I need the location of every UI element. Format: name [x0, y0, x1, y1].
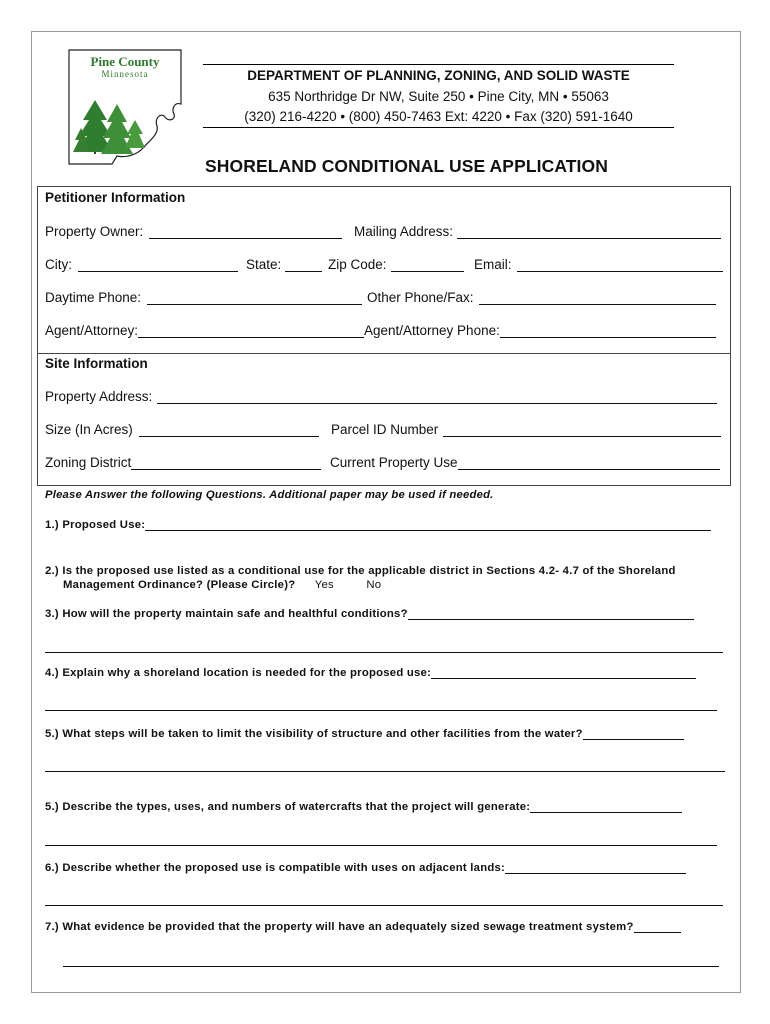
pine-trees-icon [73, 100, 145, 154]
zip-label: Zip Code: [328, 257, 387, 272]
size-label: Size (In Acres) [45, 422, 133, 437]
logo-line2: Minnesota [101, 69, 149, 79]
question-2-text-line1: 2.) Is the proposed use listed as a conditional use for the applicable district in Sections 4.2- 4.7 of the Shoreland [45, 565, 676, 577]
agent-phone-label: Agent/Attorney Phone: [364, 323, 500, 338]
property-address-input[interactable] [157, 391, 717, 404]
daytime-phone-label: Daytime Phone: [45, 290, 142, 305]
city-input[interactable] [78, 259, 238, 272]
question-4-answer-line[interactable] [45, 710, 717, 711]
email-label: Email: [474, 257, 512, 272]
question-3-answer-line[interactable] [45, 652, 723, 653]
question-6 [45, 862, 686, 874]
property-owner-field[interactable] [45, 224, 342, 239]
question-5a-text: 5.) What steps will be taken to limit the visibility of structure and other facilities from the water? [45, 728, 583, 740]
question-2 [45, 564, 735, 592]
agent-field[interactable] [45, 323, 364, 338]
question-2-text-line2: Management Ordinance? (Please Circle)? [63, 579, 296, 591]
daytime-phone-field[interactable] [45, 290, 362, 305]
agent-label: Agent/Attorney: [45, 323, 139, 338]
other-phone-label: Other Phone/Fax: [367, 290, 474, 305]
zoning-input[interactable] [131, 457, 321, 470]
daytime-phone-input[interactable] [147, 292, 362, 305]
parcel-label: Parcel ID Number [331, 422, 439, 437]
question-5b-text: 5.) Describe the types, uses, and numbers of watercrafts that the project will generate: [45, 801, 531, 813]
zoning-field[interactable] [45, 455, 321, 470]
state-input[interactable] [285, 259, 322, 272]
question-2-yes-option[interactable]: Yes [314, 579, 334, 591]
department-phones: (320) 216-4220 • (800) 450-7463 Ext: 4220 • Fax (320) 591-1640 [244, 109, 633, 124]
question-7 [45, 921, 681, 933]
question-5a [45, 728, 684, 740]
property-address-field[interactable] [45, 389, 717, 404]
size-input[interactable] [139, 424, 319, 437]
current-use-label: Current Property Use [330, 455, 458, 470]
question-5b-answer-line[interactable] [45, 845, 717, 846]
property-address-label: Property Address: [45, 389, 153, 404]
question-4 [45, 667, 696, 679]
pine-county-logo [57, 42, 192, 172]
city-field[interactable] [45, 257, 238, 272]
question-4-answer[interactable] [431, 668, 696, 679]
question-4-text: 4.) Explain why a shoreland location is needed for the proposed use: [45, 667, 432, 679]
other-phone-input[interactable] [479, 292, 716, 305]
other-phone-field[interactable] [367, 290, 716, 305]
zip-input[interactable] [391, 259, 464, 272]
current-use-input[interactable] [458, 457, 720, 470]
agent-phone-field[interactable] [364, 323, 716, 338]
question-5a-answer[interactable] [583, 729, 684, 740]
state-field[interactable] [246, 257, 322, 272]
question-5a-answer-line[interactable] [45, 771, 725, 772]
header-rule-bottom [203, 127, 674, 128]
question-6-answer-line[interactable] [45, 905, 723, 906]
parcel-field[interactable] [331, 422, 721, 437]
size-field[interactable] [45, 422, 319, 437]
question-2-no-option[interactable]: No [366, 579, 382, 591]
agent-input[interactable] [138, 325, 364, 338]
parcel-input[interactable] [443, 424, 721, 437]
zip-field[interactable] [328, 257, 464, 272]
question-1 [45, 519, 711, 531]
zoning-label: Zoning District [45, 455, 132, 470]
agent-phone-input[interactable] [500, 325, 716, 338]
city-label: City: [45, 257, 72, 272]
property-owner-label: Property Owner: [45, 224, 144, 239]
question-7-answer-line[interactable] [63, 966, 719, 967]
question-3 [45, 608, 694, 620]
current-use-field[interactable] [330, 455, 720, 470]
question-3-answer[interactable] [408, 609, 694, 620]
property-owner-input[interactable] [149, 226, 342, 239]
question-5b-answer[interactable] [530, 802, 682, 813]
question-1-text: 1.) Proposed Use: [45, 519, 146, 531]
question-6-text: 6.) Describe whether the proposed use is compatible with uses on adjacent lands: [45, 862, 506, 874]
questions-intro: Please Answer the following Questions. Additional paper may be used if needed. [45, 489, 494, 501]
logo-line1: Pine County [90, 54, 160, 69]
question-3-text: 3.) How will the property maintain safe and healthful conditions? [45, 608, 408, 620]
site-heading: Site Information [45, 356, 148, 371]
petitioner-heading: Petitioner Information [45, 190, 186, 205]
mailing-address-label: Mailing Address: [354, 224, 454, 239]
question-1-answer[interactable] [145, 520, 711, 531]
state-label: State: [246, 257, 282, 272]
mailing-address-field[interactable] [354, 224, 721, 239]
question-5b [45, 801, 682, 813]
header-rule-top [203, 64, 674, 65]
department-address: 635 Northridge Dr NW, Suite 250 • Pine City, MN • 55063 [268, 89, 609, 104]
mailing-address-input[interactable] [457, 226, 721, 239]
page-title: SHORELAND CONDITIONAL USE APPLICATION [205, 156, 608, 176]
email-input[interactable] [517, 259, 723, 272]
department-name: DEPARTMENT OF PLANNING, ZONING, AND SOLID WASTE [247, 68, 630, 83]
question-7-answer[interactable] [634, 922, 681, 933]
question-7-text: 7.) What evidence be provided that the property will have an adequately sized sewage treatment system? [45, 921, 634, 933]
question-6-answer[interactable] [505, 863, 686, 874]
email-field[interactable] [474, 257, 723, 272]
